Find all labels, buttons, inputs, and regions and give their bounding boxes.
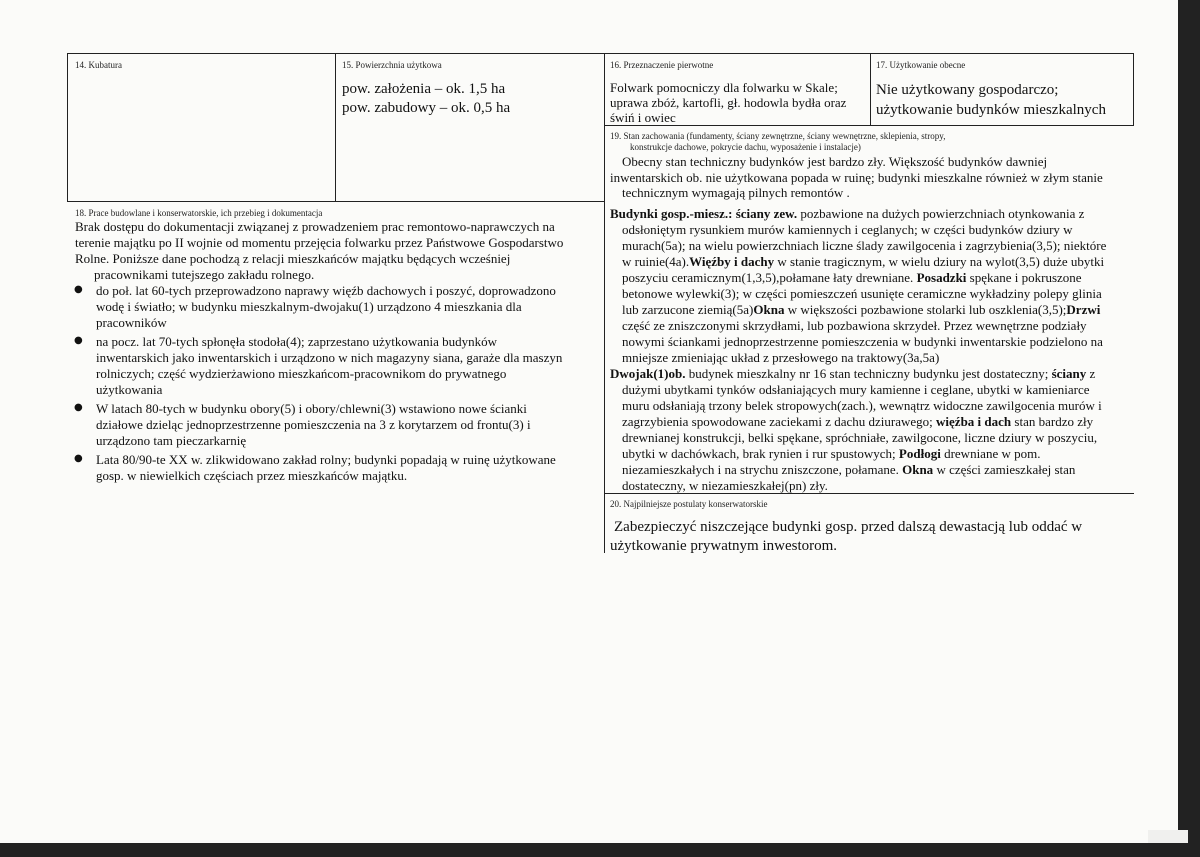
- section-16-line: świń i owiec: [610, 110, 676, 125]
- section-18-label: 18. Prace budowlane i konserwatorskie, ich przebieg i dokumentacja: [75, 208, 323, 218]
- section-19-label-cont: konstrukcje dachowe, pokrycie dachu, wyposażenie i instalacje): [630, 142, 861, 152]
- section-19-p2-line: muru odsłaniają trzony belek stropowych(zach.), wewnątrz widoczne zawilgocenia murów i: [622, 398, 1102, 413]
- section-19-p2-line: dostateczny, w niezamieszkałej(pn) zły.: [622, 478, 828, 493]
- section-19-label: 19. Stan zachowania (fundamenty, ściany zewnętrzne, ściany wewnętrzne, sklepienia, stropy,: [610, 131, 946, 141]
- bullet-icon: ●: [74, 335, 83, 346]
- section-18-intro: terenie majątku po II wojnie od momentu przejęcia folwarku przez Państwowe Gospodarstwo: [75, 235, 564, 250]
- section-18-intro: Rolne. Poniższe dane pochodzą z relacji mieszkańców majątku będących wcześniej: [75, 251, 511, 266]
- text-run: spękane i pokruszone: [966, 270, 1082, 285]
- text-run: w części zamieszkałej stan: [933, 462, 1076, 477]
- section-18-bullet-line: na pocz. lat 70-tych spłonęła stodoła(4); zaprzestano użytkowania budynków: [96, 334, 498, 349]
- section-19-p2-line: [622, 414, 1093, 430]
- section-19-p1-line: [622, 270, 1082, 286]
- section-18-intro: pracownikami tutejszego zakładu rolnego.: [94, 267, 315, 282]
- grid-line-left: [67, 53, 68, 201]
- section-20-label: 20. Najpilniejsze postulaty konserwatorskie: [610, 499, 768, 509]
- text-run: niezamieszkałych i na strychu zniszczone, połamane.: [622, 462, 899, 477]
- section-17-line: użytkowanie budynków mieszkalnych: [876, 102, 1106, 118]
- text-run: ubytki w dachówkach, brak rynien i rur spustowych;: [622, 446, 896, 461]
- section-18-bullet-line: wodę i światło; w budynku mieszkalnym-dwojaku(1) urządzono 4 mieszkania dla: [96, 299, 522, 314]
- section-19-intro: inwentarskich ob. nie użytkowana popada w ruinę; budynki mieszkalne również w złym stanie: [610, 170, 1103, 185]
- section-18-bullet-line: urządzono tam pieczarkarnię: [96, 433, 247, 448]
- underlying-sheet-corner: [1148, 830, 1188, 843]
- bullet-icon: ●: [74, 284, 83, 295]
- section-19-p1-line: betonowe wylewki(3); w części pomieszczeń usunięte ceramiczne wykładziny polepy glinia: [622, 286, 1102, 301]
- bold-term: Budynki gosp.-miesz.: ściany zew.: [610, 206, 798, 221]
- grid-line-right-top: [1133, 53, 1134, 125]
- text-run: w stanie tragicznym, w wielu dziury na wylot(3,5) duże ubytki: [774, 254, 1105, 269]
- section-16-label: 16. Przeznaczenie pierwotne: [610, 60, 714, 70]
- grid-line-top: [67, 53, 1134, 54]
- scan-edge-bottom: [0, 843, 1200, 857]
- section-18-bullet-line: rolniczych; część wydzierżawiono mieszkańcom-pracownikom do prywatnego: [96, 366, 507, 381]
- section-19-p2-line: drewnianej konstrukcji, belki spękane, spróchniałe, zawilgocone, liczne dziury w poszyciu,: [622, 430, 1098, 445]
- bullet-icon: ●: [74, 402, 83, 413]
- section-19-p2-line: [610, 366, 1095, 382]
- section-19-p1-line: [622, 254, 1104, 270]
- bold-term: Więźby i dachy: [689, 254, 775, 269]
- section-19-p2-line: [622, 446, 1040, 462]
- section-20-line: Zabezpieczyć niszczejące budynki gosp. przed dalszą dewastacją lub oddać w: [614, 519, 1083, 535]
- section-20-line: użytkowanie prywatnym inwestorom.: [610, 538, 838, 554]
- section-19-p2-line: [622, 462, 1075, 478]
- text-run: w ruinie(4a).: [622, 254, 690, 269]
- text-run: budynek mieszkalny nr 16 stan techniczny budynku jest dostateczny;: [685, 366, 1049, 381]
- section-15-label: 15. Powierzchnia użytkowa: [342, 60, 442, 70]
- section-16-line: Folwark pomocniczy dla folwarku w Skale;: [610, 80, 838, 95]
- section-19-p1-line: odsłoniętym rysunkiem murów kamiennych i ceglanych; w części budynków dziury w: [622, 222, 1073, 237]
- section-18-bullet-line: działowe dzieląc jednoprzestrzenne pomieszczenia na 3 z korytarzem od frontu(3) i: [96, 417, 531, 432]
- bold-term: Okna: [898, 462, 934, 477]
- section-18-bullet-line: W latach 80-tych w budynku obory(5) i obory/chlewni(3) wstawiono nowe ścianki: [96, 401, 527, 416]
- section-15-line: pow. założenia – ok. 1,5 ha: [342, 81, 506, 97]
- bold-term: więźba i dach: [932, 414, 1012, 429]
- scan-edge-right: [1178, 0, 1200, 857]
- text-run: drewniane w pom.: [940, 446, 1041, 461]
- bold-term: Podłogi: [895, 446, 941, 461]
- section-18-bullet-line: pracowników: [96, 315, 167, 330]
- bold-term: Dwojak(1)ob.: [610, 366, 686, 381]
- bullet-icon: ●: [74, 453, 83, 464]
- section-18-bullet-line: Lata 80/90-te XX w. zlikwidowano zakład rolny; budynki popadają w ruinę użytkowane: [96, 452, 556, 467]
- grid-line-16-17: [870, 53, 871, 125]
- text-run: pozbawione na dużych powierzchniach otynkowania z: [797, 206, 1085, 221]
- section-17-line: Nie użytkowany gospodarczo;: [876, 82, 1059, 98]
- section-14-label: 14. Kubatura: [75, 60, 122, 70]
- section-19-p2-line: dużymi ubytkami tynków odsłaniających mury kamienne i ceglane, ubytki w kamieniarce: [622, 382, 1090, 397]
- text-run: z: [1086, 366, 1096, 381]
- bold-term: Drzwi: [1066, 302, 1101, 317]
- text-run: w większości pozbawione stolarki lub oszklenia(3,5);: [784, 302, 1067, 317]
- bold-term: Posadzki: [913, 270, 967, 285]
- section-19-intro: technicznym wymagają pilnych remontów .: [622, 185, 850, 200]
- text-run: stan bardzo zły: [1011, 414, 1094, 429]
- section-18-bullet-line: użytkowania: [96, 382, 163, 397]
- section-19-intro: Obecny stan techniczny budynków jest bardzo zły. Większość budynków dawniej: [622, 154, 1048, 169]
- bold-term: Okna: [753, 302, 785, 317]
- section-17-label: 17. Użytkowanie obecne: [876, 60, 966, 70]
- grid-line-center: [604, 53, 605, 553]
- section-15-line: pow. zabudowy – ok. 0,5 ha: [342, 100, 511, 116]
- section-19-p1-line: [610, 206, 1084, 222]
- text-run: poszyciu ceramicznym(1,3,5),połamane łaty drewniane.: [622, 270, 914, 285]
- section-18-bullet-line: do poł. lat 60-tych przeprowadzono naprawy więźb dachowych i poszyć, doprowadzono: [96, 283, 556, 298]
- text-run: lub zarzucone ziemią(5a): [622, 302, 754, 317]
- section-18-bullet-line: inwentarskich jako inwentarskich i urządzono w nich magazyny siana, garaże dla maszyn: [96, 350, 563, 365]
- section-19-p1-line: nowymi ściankami jednoprzestrzenne pomieszczenia w budynki inwentarskie podzielono na: [622, 334, 1103, 349]
- section-19-p1-line: murach(5a); na wielu powierzchniach liczne ślady zawilgocenia i zagrzybienia(3,5); niektóre: [622, 238, 1107, 253]
- grid-line-18-top: [67, 201, 604, 202]
- section-19-p1-line: część ze zniszczonymi skrzydłami, lub pozbawiona skrzydeł. Przez wewnętrzne podziały: [622, 318, 1087, 333]
- section-19-p1-line: mniejsze zmieniając układ z przesłowego na traktowy(3a,5a): [622, 350, 940, 365]
- grid-line-14-15: [335, 53, 336, 201]
- section-18-bullet-line: gosp. w niewielkich częściach przez mieszkańców majątku.: [96, 468, 408, 483]
- section-19-p1-line: [622, 302, 1100, 318]
- grid-line-row1: [604, 125, 1134, 126]
- section-18-intro: Brak dostępu do dokumentacji związanej z prowadzeniem prac remontowo-naprawczych na: [75, 219, 555, 234]
- bold-term: ściany: [1048, 366, 1087, 381]
- section-16-line: uprawa zbóż, kartofli, gł. hodowla bydła oraz: [610, 95, 847, 110]
- text-run: zagrzybienia spowodowane zaciekami z dachu dziurawego;: [622, 414, 933, 429]
